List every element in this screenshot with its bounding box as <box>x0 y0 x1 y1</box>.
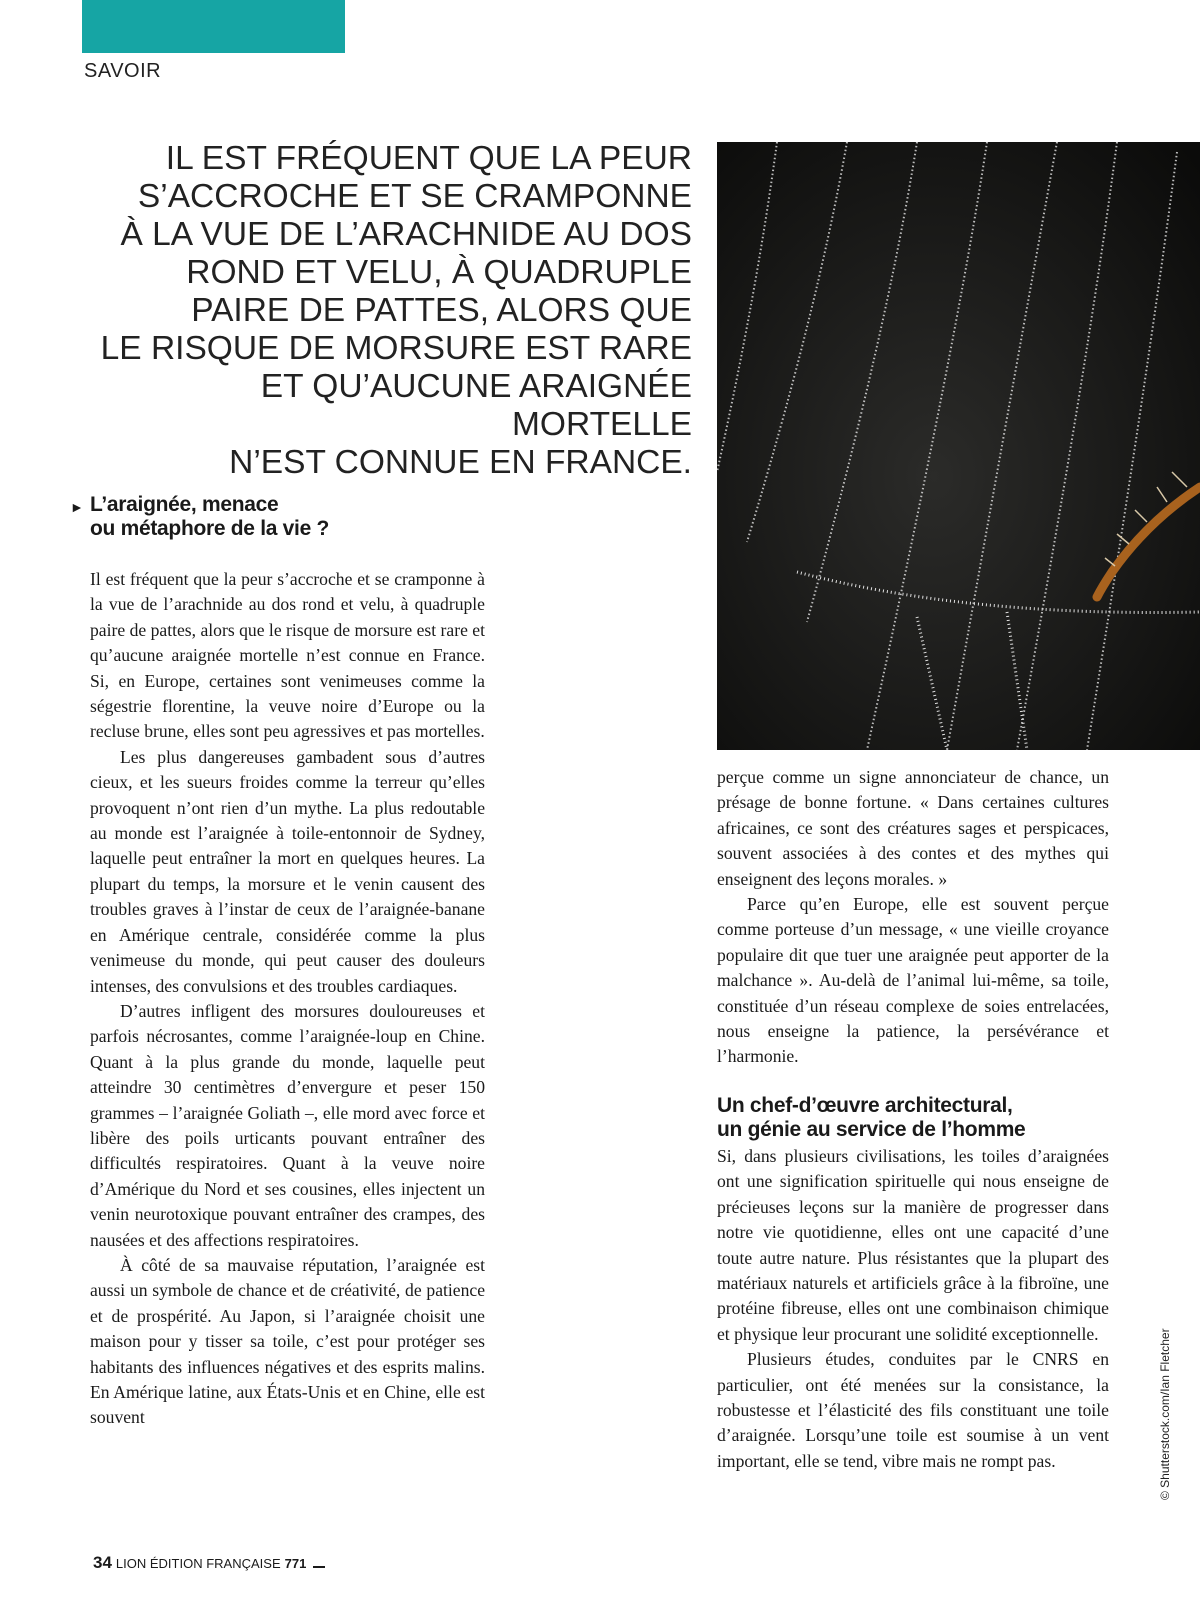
spider-web-illustration <box>717 142 1200 750</box>
triangle-bullet-icon: ► <box>70 499 84 515</box>
pullquote-line: IL EST FRÉQUENT QUE LA PEUR <box>165 140 692 177</box>
spider-web-photo <box>717 142 1200 750</box>
section-heading-architecture <box>717 1094 1109 1142</box>
heading-line: un génie au service de l’homme <box>717 1117 1026 1141</box>
photo-credit: © Shutterstock.com/Ian Fletcher <box>1158 1328 1172 1500</box>
article-paragraph: Plusieurs études, conduites par le CNRS en particulier, ont été menées sur la consistance, la robustesse et l’élasticité des fils constituant une toile d’araignée. Lorsqu’une toile est soumise à un vent important, elle se tend, vibre mais ne rompt pas. <box>717 1349 1109 1471</box>
article-paragraph: Les plus dangereuses gambadent sous d’autres cieux, et les sueurs froides comme la terreur qu’elles provoquent n’ont rien d’un mythe. La plus redoutable au monde est l’araignée à toile-entonnoir de Sydney, laquelle peut entraîner la mort en quelques heures. La plupart du temps, la morsure et le venin causent des troubles graves à l’instar de ceux de l’araignée-banane en Amérique centrale, considérée comme la plus venimeuse du monde, qui peut causer des douleurs intenses, des convulsions et des troubles cardiaques. <box>90 746 485 996</box>
section-label: SAVOIR <box>84 60 162 82</box>
pullquote-line: À LA VUE DE L’ARACHNIDE AU DOS <box>120 216 692 253</box>
article-paragraph: Parce qu’en Europe, elle est souvent perçue comme porteuse d’un message, « une vieille croyance populaire dit que tuer une araignée peut apporter de la malchance ». Au-delà de l’animal lui-même, sa toile, constituée d’un réseau complexe de soies entrelacées, nous enseigne la patience, la persévérance et l’harmonie. <box>717 894 1109 1067</box>
article-paragraph: Si, dans plusieurs civilisations, les toiles d’araignées ont une signification spirituelle qui nous enseigne de précieuses leçons sur la manière de progresser dans notre vie quotidienne, elles ont une capacité d’une toute autre nature. Plus résistantes que la plupart des matériaux naturels et artificiels grâce à la fibroïne, une protéine fibreuse, elles ont une combinaison chimique et physique leur procurant une solidité exceptionnelle. <box>717 1145 1109 1344</box>
issue-number: 771 <box>284 1556 307 1571</box>
heading-line: ou métaphore de la vie ? <box>90 517 330 540</box>
page-footer <box>93 1553 325 1573</box>
article-paragraph: À côté de sa mauvaise réputation, l’araignée est aussi un symbole de chance et de créativité, de patience et de prospérité. Au Japon, si l’araignée choisit une maison pour y tisser sa toile, c’est pour protéger ses habitants des influences négatives et des esprits malins. En Amérique latine, aux États-Unis et en Chine, elle est souvent <box>90 1254 485 1428</box>
pullquote-line: ROND ET VELU, À QUADRUPLE <box>186 254 692 291</box>
pullquote <box>82 140 692 482</box>
heading-line: L’araignée, menace <box>90 493 279 516</box>
footer-dash <box>313 1566 325 1568</box>
article-column-right <box>717 765 1109 1474</box>
section-heading-menace <box>70 493 470 541</box>
section-color-bar <box>82 0 345 53</box>
pullquote-line: LE RISQUE DE MORSURE EST RARE <box>100 330 692 367</box>
article-paragraph: perçue comme un signe annonciateur de chance, un présage de bonne fortune. « Dans certaines cultures africaines, ce sont des créatures sages et perspicaces, souvent associées à des contes et des mythes qui enseignent des leçons morales. » <box>717 767 1109 889</box>
article-column-left <box>90 567 485 1431</box>
pullquote-line: ET QU’AUCUNE ARAIGNÉE MORTELLE <box>260 368 692 443</box>
article-paragraph: Il est fréquent que la peur s’accroche et se cramponne à la vue de l’arachnide au dos rond et velu, à quadruple paire de pattes, alors que le risque de morsure est rare et qu’aucune araignée mortelle n’est connue en France. Si, en Europe, certaines sont venimeuses comme la ségestrie florentine, la veuve noire d’Europe ou la recluse brune, elles sont peu agressives et pas mortelles. <box>90 569 485 742</box>
article-paragraph: D’autres infligent des morsures douloureuses et parfois nécrosantes, comme l’araignée-loup en Chine. Quant à la plus grande du monde, laquelle peut atteindre 30 centimètres d’envergure et peser 150 grammes – l’araignée Goliath –, elle mord avec force et libère des poils urticants pouvant entraîner des difficultés respiratoires. Quant à la veuve noire d’Amérique du Nord et ses cousines, elles injectent un venin neurotoxique pouvant entraîner des crampes, des nausées et des affections respiratoires. <box>90 1000 485 1250</box>
pullquote-line: N’EST CONNUE EN FRANCE. <box>229 444 692 481</box>
page-number: 34 <box>93 1553 112 1572</box>
heading-line: Un chef-d’œuvre architectural, <box>717 1093 1013 1117</box>
pullquote-line: PAIRE DE PATTES, ALORS QUE <box>191 292 692 329</box>
pullquote-line: S’ACCROCHE ET SE CRAMPONNE <box>137 178 692 215</box>
magazine-name: LION ÉDITION FRANÇAISE <box>115 1556 281 1571</box>
